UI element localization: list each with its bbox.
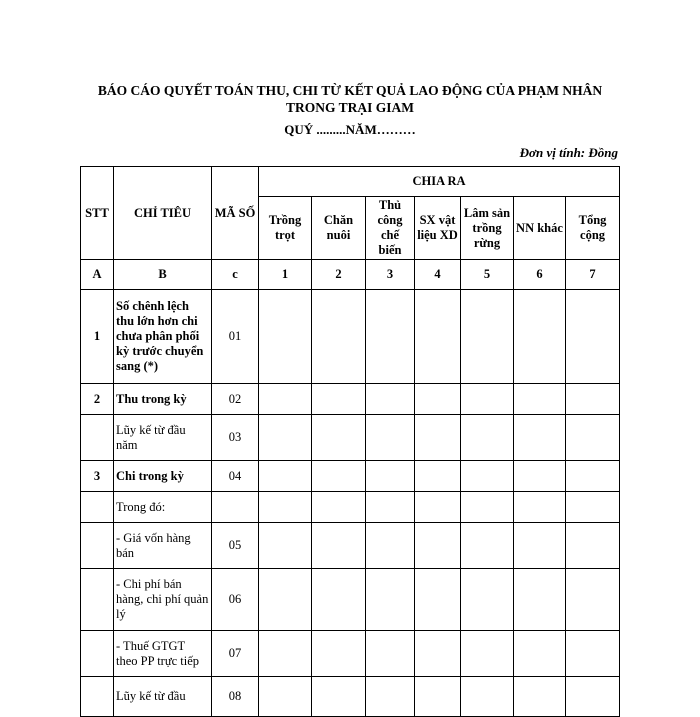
header-col-lam-san: Lâm sản trồng rừng xyxy=(461,197,514,260)
value-cell[interactable] xyxy=(366,523,415,569)
value-cell[interactable] xyxy=(566,290,620,384)
value-cell[interactable] xyxy=(312,569,366,631)
row-code: 06 xyxy=(212,569,259,631)
value-cell[interactable] xyxy=(514,461,566,492)
row-code: 04 xyxy=(212,461,259,492)
table-row xyxy=(81,492,620,523)
table-row xyxy=(81,461,620,492)
row-stt xyxy=(81,677,114,717)
row-stt xyxy=(81,631,114,677)
index-cell: B xyxy=(114,260,212,290)
value-cell[interactable] xyxy=(312,461,366,492)
table-row xyxy=(81,384,620,415)
row-stt xyxy=(81,523,114,569)
row-stt: 2 xyxy=(81,384,114,415)
report-title xyxy=(70,82,630,116)
index-cell: 1 xyxy=(259,260,312,290)
table-row xyxy=(81,631,620,677)
index-cell: 3 xyxy=(366,260,415,290)
value-cell[interactable] xyxy=(259,631,312,677)
index-cell: 4 xyxy=(415,260,461,290)
value-cell[interactable] xyxy=(461,677,514,717)
header-chia-ra: CHIA RA xyxy=(259,167,620,197)
value-cell[interactable] xyxy=(366,569,415,631)
value-cell[interactable] xyxy=(415,523,461,569)
value-cell[interactable] xyxy=(366,384,415,415)
row-code: 05 xyxy=(212,523,259,569)
index-cell: A xyxy=(81,260,114,290)
value-cell[interactable] xyxy=(514,569,566,631)
value-cell[interactable] xyxy=(312,677,366,717)
value-cell[interactable] xyxy=(259,461,312,492)
report-table xyxy=(80,166,620,717)
row-item: Chi trong kỳ xyxy=(114,461,212,492)
value-cell[interactable] xyxy=(312,492,366,523)
row-item: - Thuế GTGT theo PP trực tiếp xyxy=(114,631,212,677)
header-stt: STT xyxy=(81,167,114,260)
table-row xyxy=(81,415,620,461)
value-cell[interactable] xyxy=(366,415,415,461)
value-cell[interactable] xyxy=(566,523,620,569)
value-cell[interactable] xyxy=(461,415,514,461)
value-cell[interactable] xyxy=(461,523,514,569)
value-cell[interactable] xyxy=(259,523,312,569)
row-item: Trong đó: xyxy=(114,492,212,523)
value-cell[interactable] xyxy=(415,290,461,384)
value-cell[interactable] xyxy=(259,677,312,717)
row-code: 02 xyxy=(212,384,259,415)
header-col-trong-trot: Trồng trọt xyxy=(259,197,312,260)
value-cell[interactable] xyxy=(415,461,461,492)
value-cell[interactable] xyxy=(259,384,312,415)
value-cell[interactable] xyxy=(259,492,312,523)
value-cell[interactable] xyxy=(415,631,461,677)
index-cell: 5 xyxy=(461,260,514,290)
row-stt xyxy=(81,569,114,631)
value-cell[interactable] xyxy=(461,384,514,415)
row-item: Lũy kế từ đầu xyxy=(114,677,212,717)
value-cell[interactable] xyxy=(461,631,514,677)
value-cell[interactable] xyxy=(566,415,620,461)
index-row xyxy=(81,260,620,290)
value-cell[interactable] xyxy=(366,290,415,384)
row-code: 08 xyxy=(212,677,259,717)
table-row xyxy=(81,290,620,384)
header-col-tong-cong: Tổng cộng xyxy=(566,197,620,260)
row-code xyxy=(212,492,259,523)
header-col-nn-khac: NN khác xyxy=(514,197,566,260)
value-cell[interactable] xyxy=(514,290,566,384)
value-cell[interactable] xyxy=(566,677,620,717)
value-cell[interactable] xyxy=(461,492,514,523)
index-cell: c xyxy=(212,260,259,290)
value-cell[interactable] xyxy=(514,492,566,523)
index-cell: 7 xyxy=(566,260,620,290)
row-item: - Chi phí bán hàng, chi phí quản lý xyxy=(114,569,212,631)
value-cell[interactable] xyxy=(566,461,620,492)
header-row-1 xyxy=(81,167,620,197)
table-row xyxy=(81,523,620,569)
header-ma-so: MÃ SỐ xyxy=(212,167,259,260)
header-chi-tieu: CHỈ TIÊU xyxy=(114,167,212,260)
value-cell[interactable] xyxy=(259,290,312,384)
value-cell[interactable] xyxy=(514,631,566,677)
value-cell[interactable] xyxy=(415,569,461,631)
value-cell[interactable] xyxy=(461,461,514,492)
value-cell[interactable] xyxy=(312,384,366,415)
row-code: 07 xyxy=(212,631,259,677)
value-cell[interactable] xyxy=(566,384,620,415)
title-line-2: TRONG TRẠI GIAM xyxy=(285,100,414,115)
value-cell[interactable] xyxy=(514,523,566,569)
index-cell: 6 xyxy=(514,260,566,290)
unit-of-measure: Đơn vị tính: Đồng xyxy=(519,145,618,160)
row-stt: 1 xyxy=(81,290,114,384)
value-cell[interactable] xyxy=(366,461,415,492)
header-col-chan-nuoi: Chăn nuôi xyxy=(312,197,366,260)
value-cell[interactable] xyxy=(415,384,461,415)
value-cell[interactable] xyxy=(259,415,312,461)
header-col-sx-vat-lieu: SX vật liệu XD xyxy=(415,197,461,260)
row-item: Thu trong kỳ xyxy=(114,384,212,415)
row-item: Lũy kế từ đầu năm xyxy=(114,415,212,461)
header-col-thu-cong: Thủ công chế biến xyxy=(366,197,415,260)
value-cell[interactable] xyxy=(514,677,566,717)
value-cell[interactable] xyxy=(566,631,620,677)
value-cell[interactable] xyxy=(312,415,366,461)
row-item: Số chênh lệch thu lớn hơn chi chưa phân phối kỳ trước chuyển sang (*) xyxy=(114,290,212,384)
value-cell[interactable] xyxy=(415,492,461,523)
row-code: 01 xyxy=(212,290,259,384)
value-cell[interactable] xyxy=(312,523,366,569)
index-cell: 2 xyxy=(312,260,366,290)
table-row xyxy=(81,569,620,631)
value-cell[interactable] xyxy=(366,492,415,523)
value-cell[interactable] xyxy=(259,569,312,631)
value-cell[interactable] xyxy=(366,631,415,677)
title-line-1: BÁO CÁO QUYẾT TOÁN THU, CHI TỪ KẾT QUẢ LAO ĐỘNG CỦA PHẠM NHÂN xyxy=(97,83,603,98)
value-cell[interactable] xyxy=(514,415,566,461)
value-cell[interactable] xyxy=(415,415,461,461)
value-cell[interactable] xyxy=(566,569,620,631)
row-stt: 3 xyxy=(81,461,114,492)
value-cell[interactable] xyxy=(415,677,461,717)
row-stt xyxy=(81,492,114,523)
value-cell[interactable] xyxy=(312,290,366,384)
value-cell[interactable] xyxy=(461,569,514,631)
value-cell[interactable] xyxy=(366,677,415,717)
row-code: 03 xyxy=(212,415,259,461)
row-item: - Giá vốn hàng bán xyxy=(114,523,212,569)
value-cell[interactable] xyxy=(514,384,566,415)
table-row xyxy=(81,677,620,717)
value-cell[interactable] xyxy=(461,290,514,384)
value-cell[interactable] xyxy=(312,631,366,677)
report-period: QUÝ .........NĂM……… xyxy=(284,122,416,137)
value-cell[interactable] xyxy=(566,492,620,523)
row-stt xyxy=(81,415,114,461)
